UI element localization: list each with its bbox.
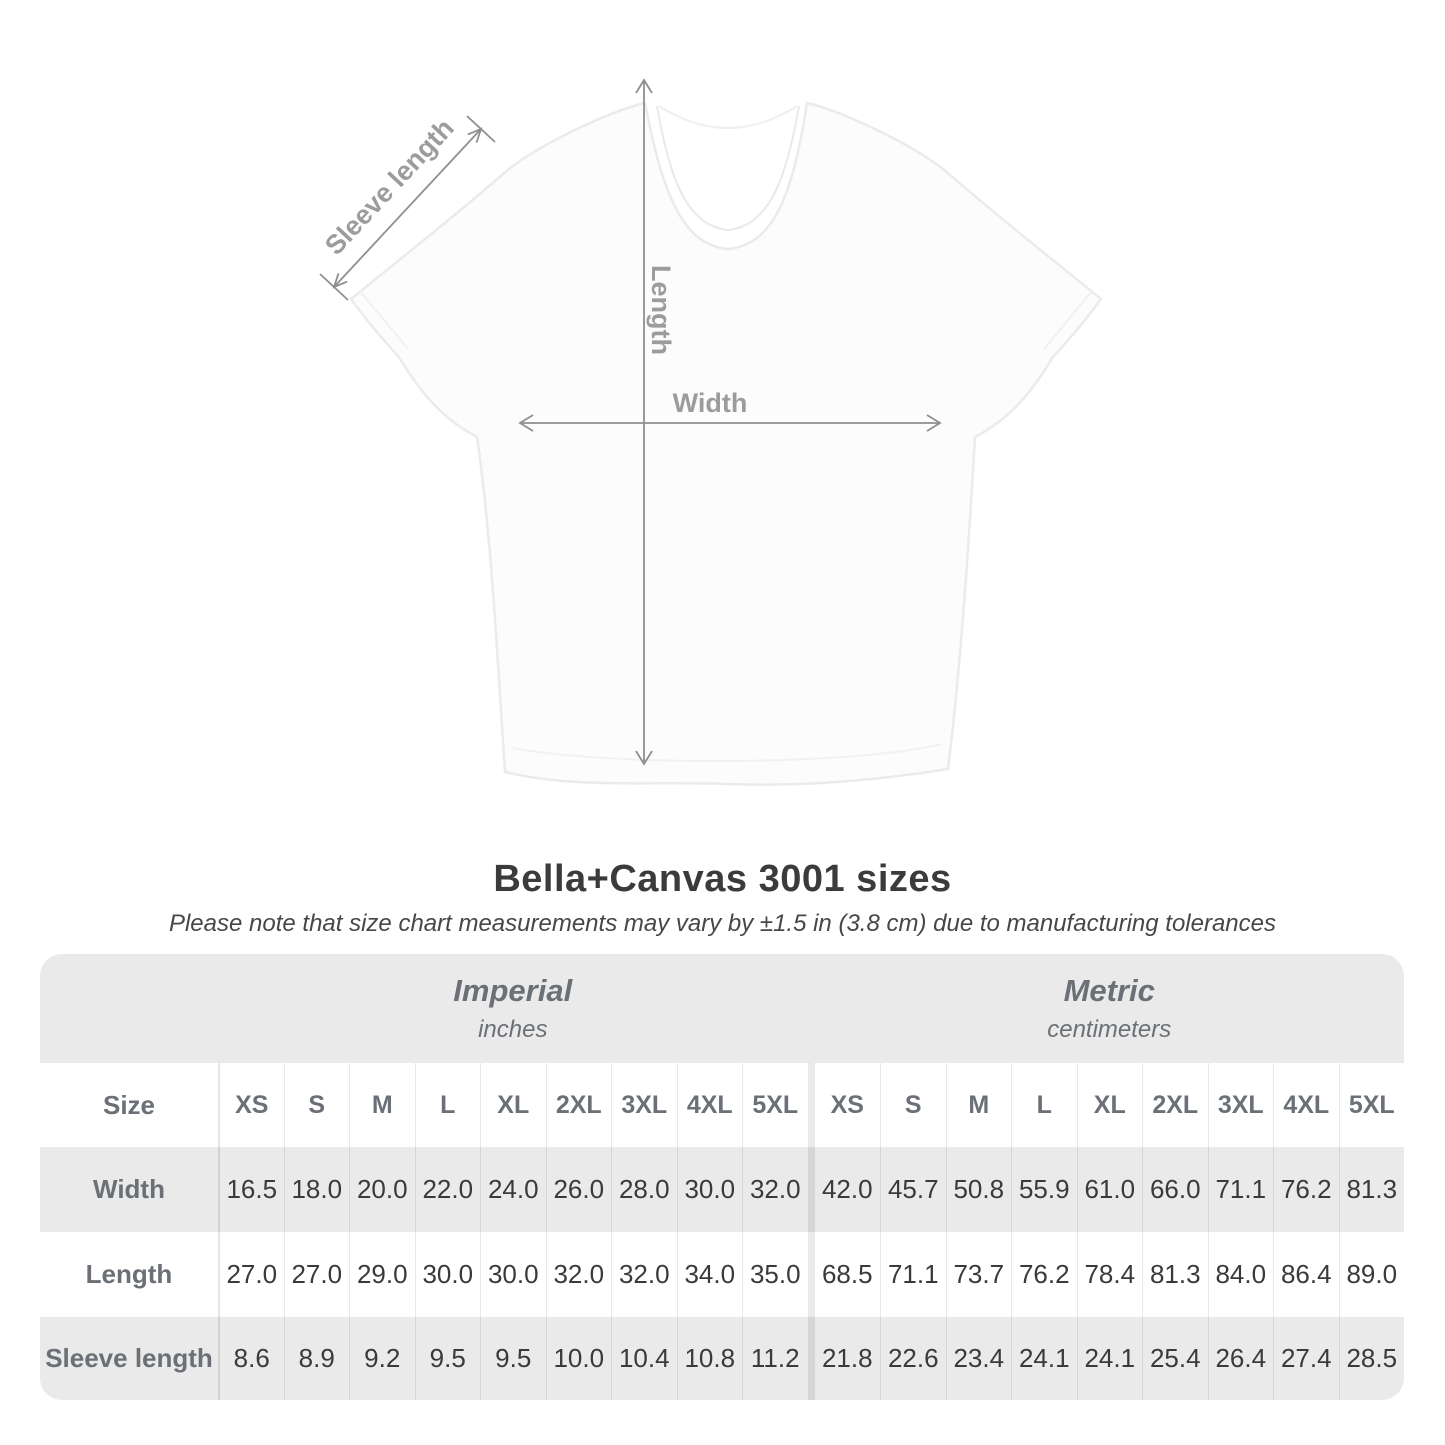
sleeve-length-label: Sleeve length [319, 112, 460, 261]
value-cell: 32.0 [742, 1147, 808, 1232]
value-cell: 27.0 [284, 1232, 350, 1317]
value-cell: 22.6 [880, 1317, 946, 1400]
value-cell: 66.0 [1142, 1147, 1208, 1232]
value-cell: 81.3 [1339, 1147, 1405, 1232]
value-cell: 9.5 [480, 1317, 546, 1400]
value-cell: 32.0 [546, 1232, 612, 1317]
value-cell: 35.0 [742, 1232, 808, 1317]
size-col-metric-4xl: 4XL [1273, 1063, 1339, 1147]
value-cell: 10.4 [611, 1317, 677, 1400]
value-cell: 32.0 [611, 1232, 677, 1317]
size-col-imperial-l: L [415, 1063, 481, 1147]
group-separator [808, 1063, 815, 1147]
size-col-imperial-5xl: 5XL [742, 1063, 808, 1147]
size-header-row [40, 1063, 1404, 1147]
value-cell: 24.1 [1077, 1317, 1143, 1400]
value-cell: 27.4 [1273, 1317, 1339, 1400]
value-cell: 10.8 [677, 1317, 743, 1400]
size-col-metric-xs: XS [830, 1090, 864, 1119]
size-col-metric-2xl: 2XL [1142, 1063, 1208, 1147]
size-table [40, 954, 1404, 1400]
size-col-metric-5xl: 5XL [1339, 1063, 1405, 1147]
size-col-imperial-s: S [284, 1063, 350, 1147]
imperial-group-header [218, 954, 808, 1063]
value-cell: 27.0 [218, 1232, 284, 1317]
size-column-header: Size [102, 1089, 156, 1120]
value-cell: 30.0 [480, 1232, 546, 1317]
metric-group-name: Metric [1063, 973, 1155, 1008]
width-row [40, 1147, 1404, 1232]
row-label-length: Length [85, 1259, 173, 1289]
group-separator [808, 1317, 815, 1400]
value-cell: 76.2 [1011, 1232, 1077, 1317]
value-cell: 11.2 [742, 1317, 808, 1400]
value-cell: 86.4 [1273, 1232, 1339, 1317]
size-col-metric-m: M [946, 1063, 1012, 1147]
imperial-group-unit: inches [478, 1016, 548, 1043]
value-cell: 45.7 [880, 1147, 946, 1232]
unit-group-header-row [40, 954, 1404, 1063]
value-cell: 50.8 [946, 1147, 1012, 1232]
value-cell: 26.4 [1208, 1317, 1274, 1400]
size-col-metric-xl: XL [1077, 1063, 1143, 1147]
metric-group-unit: centimeters [1047, 1016, 1172, 1043]
tshirt-body [351, 103, 1101, 785]
sleeve-tick-bottom [320, 274, 348, 300]
value-cell: 29.0 [349, 1232, 415, 1317]
value-cell: 78.4 [1077, 1232, 1143, 1317]
tshirt-illustration [351, 103, 1101, 785]
value-cell: 71.1 [1208, 1147, 1274, 1232]
value-cell: 26.0 [546, 1147, 612, 1232]
value-cell: 24.0 [480, 1147, 546, 1232]
size-col-imperial-xs: XS [218, 1063, 284, 1147]
length-label: Length [646, 265, 676, 355]
value-cell: 71.1 [880, 1232, 946, 1317]
value-cell: 9.5 [415, 1317, 481, 1400]
row-label-sleeve-length: Sleeve length [45, 1343, 213, 1373]
value-cell: 10.0 [546, 1317, 612, 1400]
metric-group-header [815, 954, 1405, 1063]
size-col-imperial-xl: XL [480, 1063, 546, 1147]
value-cell: 16.5 [218, 1147, 284, 1232]
width-label: Width [672, 388, 748, 418]
size-col-metric-l: L [1011, 1063, 1077, 1147]
size-col-imperial-2xl: 2XL [546, 1063, 612, 1147]
value-cell: 73.7 [946, 1232, 1012, 1317]
size-col-imperial-3xl: 3XL [611, 1063, 677, 1147]
value-cell: 68.5 [821, 1259, 873, 1289]
value-cell: 28.0 [611, 1147, 677, 1232]
tolerance-note: Please note that size chart measurements may vary by ±1.5 in (3.8 cm) due to manufacturing tolerances [168, 910, 1277, 937]
value-cell: 20.0 [349, 1147, 415, 1232]
value-cell: 34.0 [677, 1232, 743, 1317]
value-cell: 76.2 [1273, 1147, 1339, 1232]
size-col-metric-s: S [880, 1063, 946, 1147]
group-header-spacer [40, 954, 218, 1063]
value-cell: 8.9 [284, 1317, 350, 1400]
value-cell: 28.5 [1339, 1317, 1405, 1400]
value-cell: 30.0 [415, 1232, 481, 1317]
value-cell: 42.0 [821, 1174, 873, 1204]
value-cell: 24.1 [1011, 1317, 1077, 1400]
row-label-width: Width [93, 1174, 165, 1204]
size-col-imperial-4xl: 4XL [677, 1063, 743, 1147]
sleeve-tick-top [467, 116, 495, 142]
collar-back-line [659, 106, 797, 128]
value-cell: 61.0 [1077, 1147, 1143, 1232]
value-cell: 18.0 [284, 1147, 350, 1232]
value-cell: 9.2 [349, 1317, 415, 1400]
value-cell: 25.4 [1142, 1317, 1208, 1400]
value-cell: 22.0 [415, 1147, 481, 1232]
value-cell: 84.0 [1208, 1232, 1274, 1317]
value-cell: 55.9 [1011, 1147, 1077, 1232]
value-cell: 81.3 [1142, 1232, 1208, 1317]
length-row [40, 1232, 1404, 1317]
size-col-metric-3xl: 3XL [1208, 1063, 1274, 1147]
page-title: Bella+Canvas 3001 sizes [493, 858, 952, 900]
value-cell: 89.0 [1339, 1232, 1405, 1317]
group-separator [808, 954, 815, 1063]
value-cell: 30.0 [677, 1147, 743, 1232]
value-cell: 21.8 [821, 1343, 873, 1373]
imperial-group-name: Imperial [453, 973, 573, 1008]
sleeve-length-row [40, 1317, 1404, 1400]
size-col-imperial-m: M [349, 1063, 415, 1147]
group-separator [808, 1232, 815, 1317]
value-cell: 8.6 [218, 1317, 284, 1400]
value-cell: 23.4 [946, 1317, 1012, 1400]
group-separator [808, 1147, 815, 1232]
